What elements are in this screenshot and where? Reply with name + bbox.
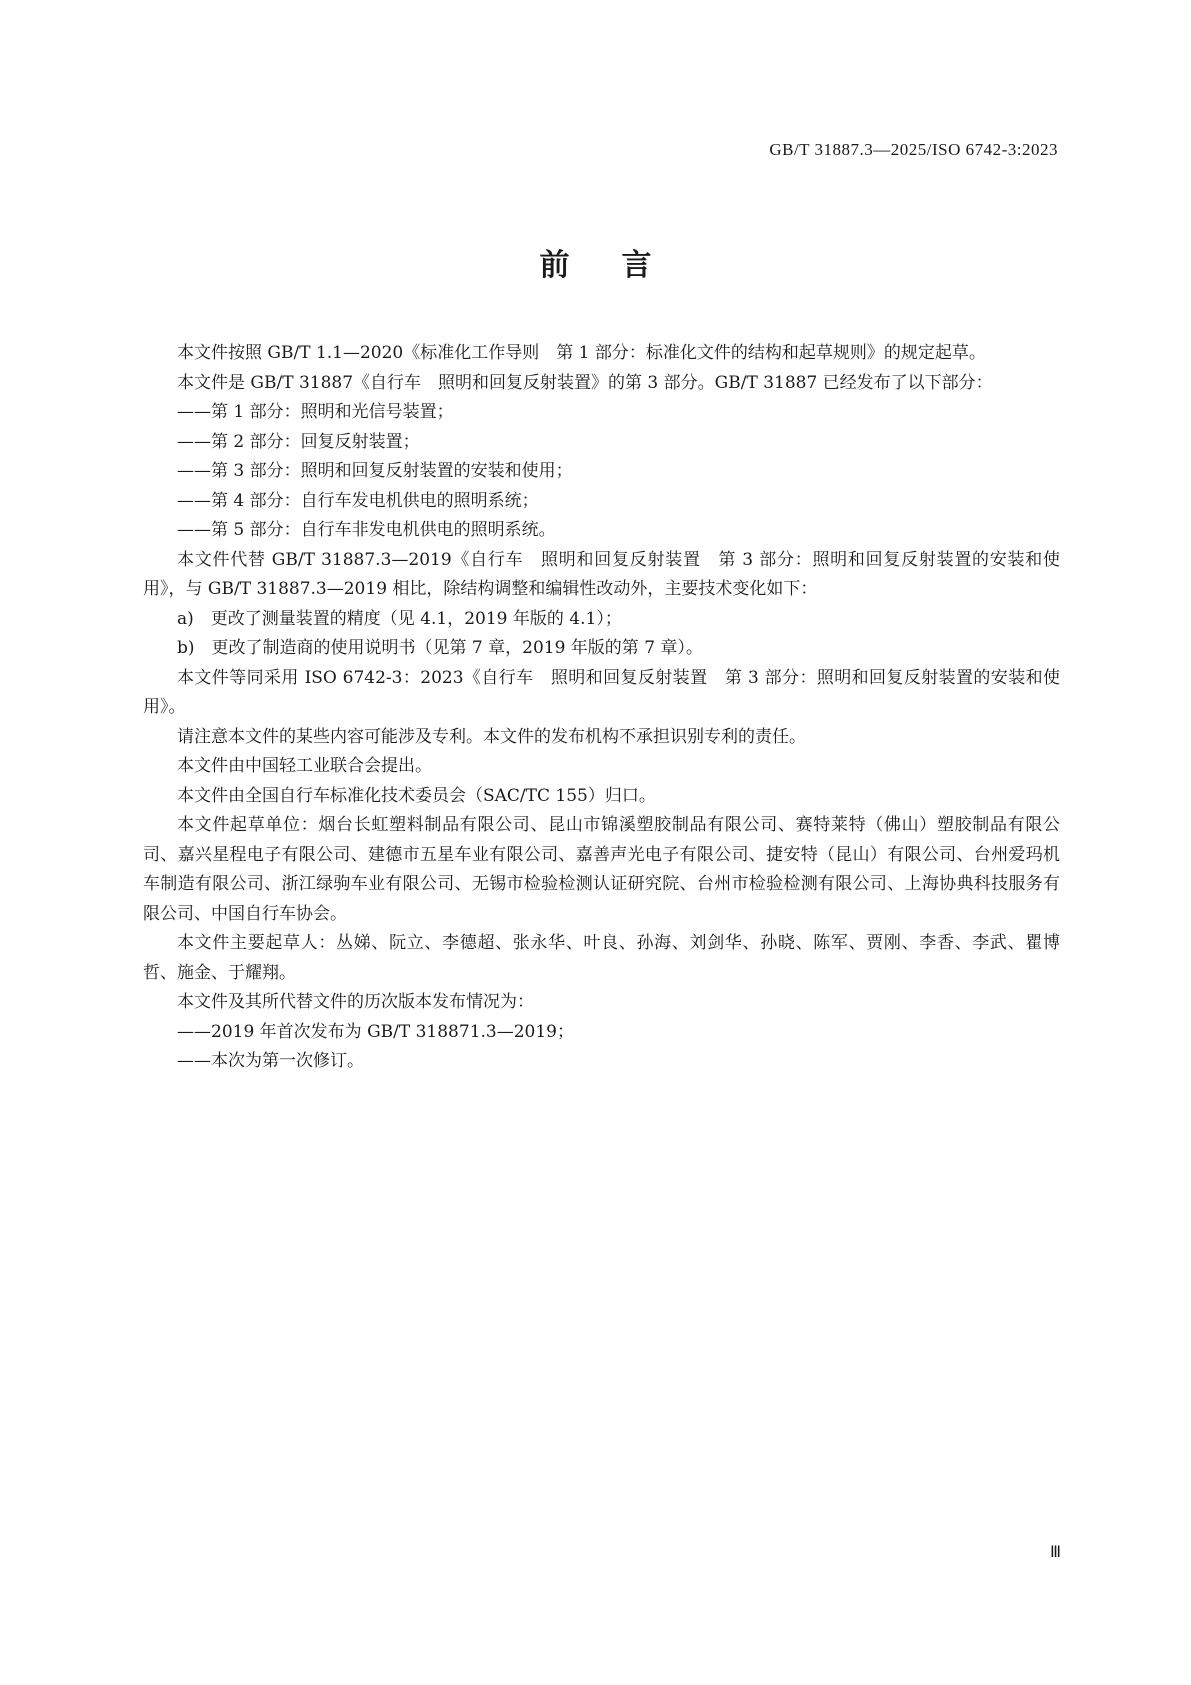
paragraph-iso-adoption: 本文件等同采用 ISO 6742-3：2023《自行车 照明和回复反射装置 第 3 部分：照明和回复反射装置的安装和使用》。 (143, 667, 1060, 717)
paragraph-proposed-by: 本文件由中国轻工业联合会提出。 (177, 756, 432, 776)
list-item: b) 更改了制造商的使用说明书（见第 7 章，2019 年版的第 7 章）。 (177, 638, 703, 658)
page-title: 前言 (539, 248, 704, 283)
paragraph-patent-notice: 请注意本文件的某些内容可能涉及专利。本文件的发布机构不承担识别专利的责任。 (177, 726, 806, 747)
list-item: ——2019 年首次发布为 GB/T 318871.3—2019； (177, 1021, 574, 1042)
paragraph-series-parts: 本文件是 GB/T 31887《自行车 照明和回复反射装置》的第 3 部分。GB/T 31887 已经发布了以下部分： (177, 372, 993, 393)
list-item: ——第 4 部分：自行车发电机供电的照明系统； (177, 490, 539, 511)
list-item: ——第 1 部分：照明和光信号装置； (177, 402, 454, 422)
list-item: ——第 2 部分：回复反射装置； (177, 431, 420, 452)
paragraph-drafters: 本文件主要起草人：丛娣、阮立、李德超、张永华、叶良、孙海、刘剑华、孙晓、陈军、贾刚、李香、李武、瞿博哲、施金、于耀翔。 (143, 933, 1060, 983)
paragraph-replaces: 本文件代替 GB/T 31887.3—2019《自行车 照明和回复反射装置 第 3 部分：照明和回复反射装置的安装和使用》，与 GB/T 31887.3—2019 相比，除结构调整和编辑性改动外，主要技术变化如下： (143, 549, 1060, 599)
standard-code: GB/T 31887.3—2025/ISO 6742-3:2023 (769, 140, 1058, 159)
foreword-body (143, 339, 1060, 1077)
paragraph-drafting-rules: 本文件按照 GB/T 1.1—2020《标准化工作导则 第 1 部分：标准化文件的结构和起草规则》的规定起草。 (177, 343, 986, 363)
paragraph-administered-by: 本文件由全国自行车标准化技术委员会（SAC/TC 155）归口。 (177, 785, 656, 806)
list-item: ——第 3 部分：照明和回复反射装置的安装和使用； (177, 461, 573, 481)
page-number: Ⅲ (1049, 1544, 1061, 1561)
list-item: ——第 5 部分：自行车非发电机供电的照明系统。 (177, 520, 556, 540)
paragraph-version-history: 本文件及其所代替文件的历次版本发布情况为： (177, 992, 534, 1012)
paragraph-drafting-units: 本文件起草单位：烟台长虹塑料制品有限公司、昆山市锦溪塑胶制品有限公司、赛特莱特（佛山）塑胶制品有限公司、嘉兴星程电子有限公司、建德市五星车业有限公司、嘉善声光电子有限公司、捷安特（昆山）有限公司、台州爱玛机车制造有限公司、浙江绿驹车业有限公司、无锡市检验检测认证研究院、台州市检验检测有限公司、上海协典科技服务有限公司、中国自行车协会。 (143, 815, 1060, 924)
list-item: a) 更改了测量装置的精度（见 4.1，2019 年版的 4.1）； (177, 608, 622, 629)
list-item: ——本次为第一次修订。 (177, 1051, 364, 1071)
